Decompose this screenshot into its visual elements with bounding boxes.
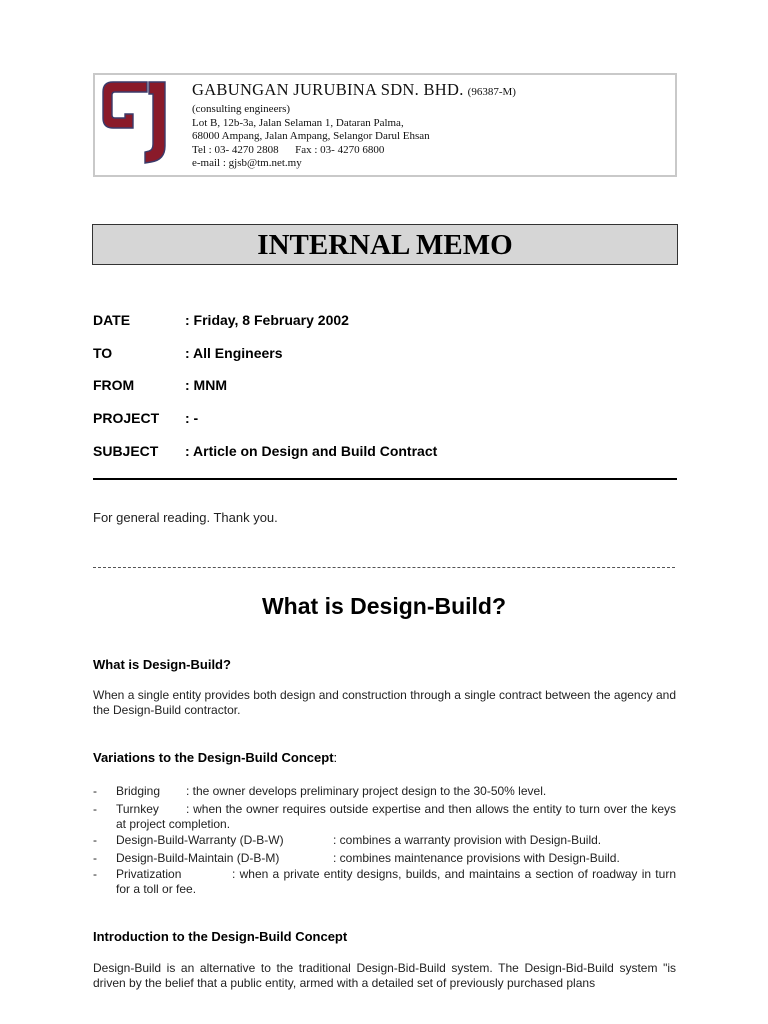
variation-term: Bridging bbox=[116, 784, 161, 798]
dashed-divider bbox=[93, 567, 675, 568]
variation-desc: : when a private entity designs, builds, and maintains a section of roadway in turn for a toll or fee. bbox=[116, 867, 676, 896]
address-line-1: Lot B, 12b-3a, Jalan Selaman 1, Dataran Palma, bbox=[192, 116, 404, 129]
variation-item-dbw bbox=[116, 833, 676, 848]
variation-term: Privatization bbox=[116, 867, 182, 881]
article-title: What is Design-Build? bbox=[261, 593, 507, 619]
variation-desc: : the owner develops preliminary project design to the 30-50% level. bbox=[186, 784, 547, 798]
to-label: TO bbox=[93, 345, 113, 361]
variation-item-dbm bbox=[116, 851, 676, 866]
section-heading-introduction: Introduction to the Design-Build Concept bbox=[93, 929, 348, 944]
variation-term: Turnkey bbox=[116, 802, 159, 816]
variation-item-turnkey bbox=[116, 802, 676, 832]
email-line: e-mail : gjsb@tm.net.my bbox=[192, 157, 302, 170]
date-label: DATE bbox=[93, 312, 131, 328]
date-value: : Friday, 8 February 2002 bbox=[185, 312, 349, 328]
section-text-introduction: Design-Build is an alternative to the traditional Design-Bid-Build system. The Design-Bid-Build system "is driven by the belief that a public entity, armed with a detailed set of previously purchased plans bbox=[93, 961, 676, 990]
address-line-2: 68000 Ampang, Jalan Ampang, Selangor Darul Ehsan bbox=[192, 130, 430, 143]
company-logo bbox=[99, 76, 174, 166]
phone-fax-line: Tel : 03- 4270 2808 Fax : 03- 4270 6800 bbox=[192, 143, 385, 156]
memo-title: INTERNAL MEMO bbox=[92, 224, 678, 265]
variation-desc: : combines maintenance provisions with Design-Build. bbox=[333, 851, 620, 865]
variation-desc: : when the owner requires outside expertise and then allows the entity to turn over the keys at project completion. bbox=[116, 802, 676, 831]
bullet-marker: - bbox=[93, 867, 97, 881]
company-name: GABUNGAN JURUBINA SDN. BHD. bbox=[192, 80, 464, 99]
bullet-marker: - bbox=[93, 802, 97, 816]
variation-term: Design-Build-Warranty (D-B-W) bbox=[116, 833, 284, 847]
variation-term: Design-Build-Maintain (D-B-M) bbox=[116, 851, 280, 865]
project-value: : - bbox=[185, 410, 199, 426]
from-value: : MNM bbox=[185, 377, 227, 393]
company-registration: (96387-M) bbox=[467, 86, 516, 98]
company-descriptor: (consulting engineers) bbox=[192, 103, 291, 115]
bullet-marker: - bbox=[93, 851, 97, 865]
gj-logo-icon bbox=[99, 76, 174, 166]
section-heading-what-is: What is Design-Build? bbox=[93, 657, 231, 672]
section-text-what-is: When a single entity provides both design and construction through a single contract between the agency and the Design-Build contractor. bbox=[93, 688, 676, 717]
header-divider bbox=[93, 478, 677, 480]
variation-item-privatization bbox=[116, 867, 676, 897]
bullet-marker: - bbox=[93, 833, 97, 847]
variation-desc: : combines a warranty provision with Design-Build. bbox=[333, 833, 602, 847]
subject-label: SUBJECT bbox=[93, 443, 159, 459]
section-heading-variations: Variations to the Design-Build Concept: bbox=[93, 750, 338, 765]
company-info bbox=[192, 80, 672, 171]
variation-item-bridging bbox=[116, 784, 676, 799]
from-label: FROM bbox=[93, 377, 135, 393]
bullet-marker: - bbox=[93, 784, 97, 798]
to-value: : All Engineers bbox=[185, 345, 283, 361]
project-label: PROJECT bbox=[93, 410, 160, 426]
intro-text: For general reading. Thank you. bbox=[93, 510, 278, 525]
subject-value: : Article on Design and Build Contract bbox=[185, 443, 438, 459]
